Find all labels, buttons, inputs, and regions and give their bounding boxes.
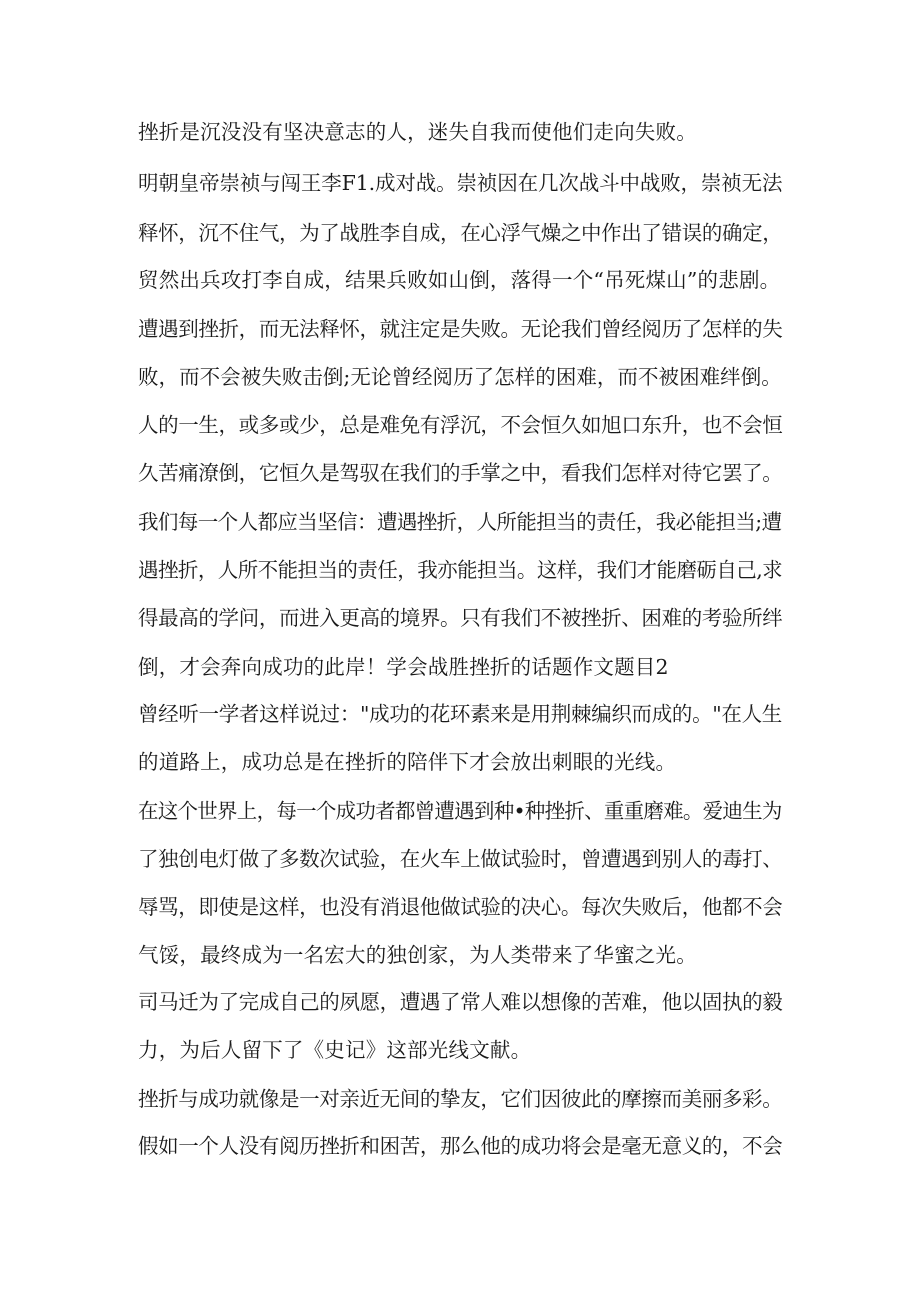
text-line: 辱骂，即使是这样，也没有消退他做试验的决心。每次失败后，他都不会	[138, 895, 783, 919]
text-line: 在这个世界上，每一个成功者都曾遭遇到种•种挫折、重重磨难。爱迪生为	[138, 799, 782, 823]
text-line: 遇挫折，人所不能担当的责任，我亦能担当。这样，我们才能磨砺自己,求	[138, 558, 783, 582]
text-line: 的道路上，成功总是在挫折的陪伴下才会放出刺眼的光线。	[138, 750, 677, 774]
text-line: 遭遇到挫折，而无法释怀，就注定是失败。无论我们曾经阅历了怎样的失	[138, 317, 783, 341]
text-line: 倒，才会奔向成功的此岸！学会战胜挫折的话题作文题目2	[138, 655, 669, 679]
text-line: 贸然出兵攻打李自成，结果兵败如山倒，落得一个“吊死煤山”的悲剧。	[138, 268, 781, 292]
text-line: 释怀，沉不住气，为了战胜李自成，在心浮气燥之中作出了错误的确定，	[138, 221, 783, 245]
text-line: 力，为后人留下了《史记》这部光线文献。	[138, 1038, 532, 1062]
text-line: 假如一个人没有阅历挫折和困苦，那么他的成功将会是毫无意义的，不会	[138, 1134, 783, 1158]
text-line: 挫折与成功就像是一对亲近无间的挚友，它们因彼此的摩擦而美丽多彩。	[138, 1087, 783, 1111]
text-line: 人的一生，或多或少，总是难免有浮沉，不会恒久如旭口东升，也不会恒	[138, 413, 783, 437]
text-line: 司马迁为了完成自己的夙愿，遭遇了常人难以想像的苦难，他以固执的毅	[138, 990, 783, 1014]
text-line: 久苦痛潦倒，它恒久是驾驭在我们的手掌之中，看我们怎样对待它罢了。	[138, 461, 783, 485]
text-line: 气馁，最终成为一名宏大的独创家，为人类带来了华蜜之光。	[138, 943, 697, 967]
text-line: 我们每一个人都应当坚信：遭遇挫折，人所能担当的责任，我必能担当;遭	[138, 510, 782, 534]
text-line: 曾经听一学者这样说过："成功的花环素来是用荆棘编织而成的。"在人生	[138, 702, 782, 726]
text-line: 了独创电灯做了多数次试验，在火车上做试验时，曾遭遇到别人的毒打、	[138, 847, 783, 871]
text-line: 明朝皇帝崇祯与闯王李F1.成对战。崇祯因在几次战斗中战败，崇祯无法	[138, 171, 783, 195]
text-line: 败，而不会被失败击倒;无论曾经阅历了怎样的困难，而不被困难绊倒。	[138, 365, 782, 389]
text-line: 挫折是沉没没有坚决意志的人，迷失自我而使他们走向失败。	[138, 120, 697, 144]
text-line: 得最高的学问，而进入更高的境界。只有我们不被挫折、困难的考验所绊	[138, 606, 783, 630]
